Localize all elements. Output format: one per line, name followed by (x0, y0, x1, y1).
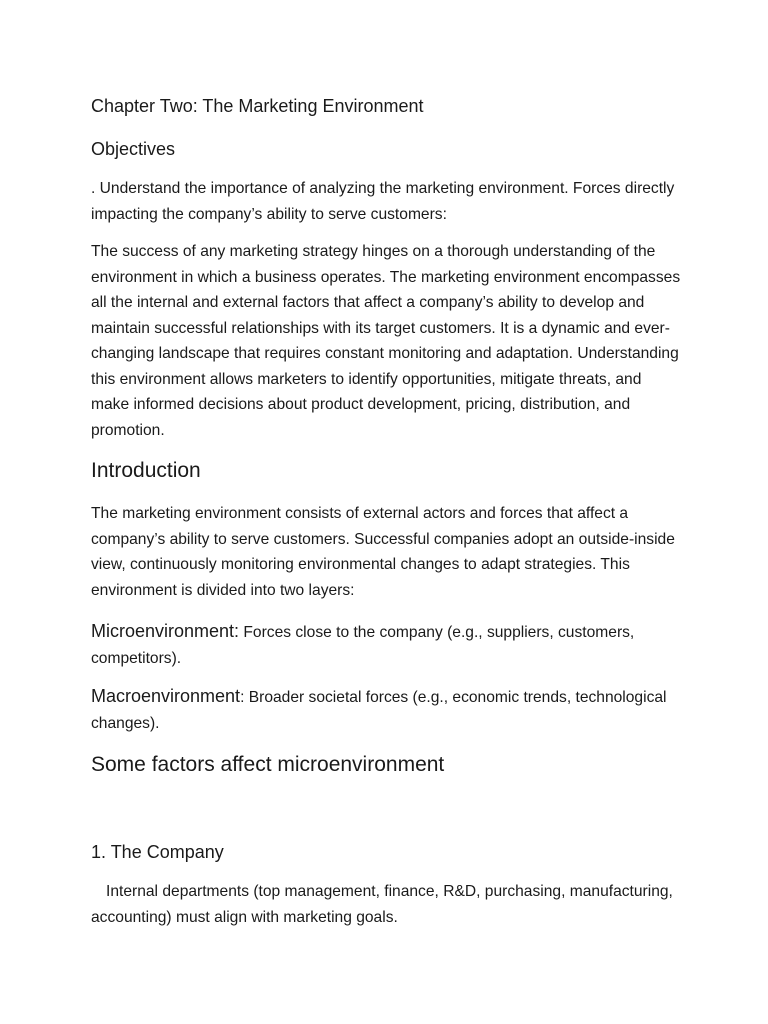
macroenvironment-paragraph (91, 684, 681, 736)
macroenvironment-text: : Broader societal forces (e.g., economic trends, technological changes). (91, 689, 667, 732)
company-paragraph: Internal departments (top management, finance, R&D, purchasing, manufacturing, accounting) must align with marketing goals. (91, 883, 673, 926)
microenvironment-paragraph (91, 619, 681, 671)
microenvironment-term: Microenvironment: (91, 621, 240, 641)
objectives-paragraph: . Understand the importance of analyzing the marketing environment. Forces directly impacting the company’s ability to serve customers: (91, 180, 675, 223)
success-paragraph: The success of any marketing strategy hinges on a thorough understanding of the environment in which a business operates. The marketing environment encompasses all the internal and external factors that affect a company’s ability to develop and maintain successful relationships with its target customers. It is a dynamic and ever-changing landscape that requires constant monitoring and adaptation. Understanding this environment allows marketers to identify opportunities, mitigate threats, and make informed decisions about product development, pricing, distribution, and promotion. (91, 243, 681, 439)
macroenvironment-term: Macroenvironment (91, 686, 241, 706)
introduction-heading: Introduction (91, 459, 201, 482)
factors-heading: Some factors affect microenvironment (91, 753, 445, 776)
introduction-paragraph: The marketing environment consists of external actors and forces that affect a company’s ability to serve customers. Successful companies adopt an outside-inside view, continuously monitoring environmental changes to adapt strategies. This environment is divided into two layers: (91, 505, 675, 599)
objectives-heading: Objectives (91, 139, 176, 159)
chapter-title: Chapter Two: The Marketing Environment (91, 96, 424, 116)
company-heading: 1. The Company (91, 842, 224, 862)
microenvironment-text: Forces close to the company (e.g., suppliers, customers, competitors). (91, 624, 635, 667)
